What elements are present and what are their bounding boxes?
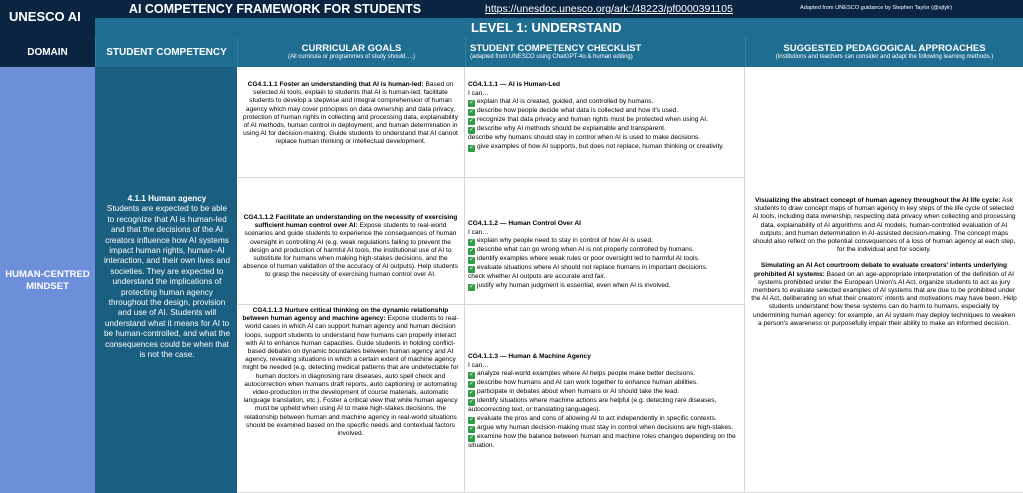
checklist-item [468, 107, 741, 116]
checklist-2-cell [465, 178, 745, 305]
checklist-item [468, 255, 741, 264]
goal-1-body: Based on selected AI tools, explain to students that AI is human-led; facilitate students to develop a stepwise and integral comprehension of human agency which may cover principles on data ownership and data privacy, protection of human rights in collecting and processing data, explainability of AI methods, human control in deployment, and human determination in using AI for decision-making. Guide students to understand that AI cannot replace human thinking or intellectual development. [242, 81, 459, 146]
approaches-cell [745, 67, 1023, 493]
check-icon: ✓ [468, 381, 475, 388]
checklist-item [468, 98, 741, 107]
checklist-item [468, 415, 741, 424]
checklist-item-text: evaluate the pros and cons of allowing AI to act independently in specific contexts. [477, 414, 717, 422]
header-checklist-sub: (adapted from UNESCO using ChatGPT-4o & human editing) [470, 54, 633, 60]
level-title: LEVEL 1: UNDERSTAND [471, 20, 622, 35]
checklist-3-cell [465, 305, 745, 493]
goal-3-body: Expose students to real-world cases in which AI can support human agency and human decision loops, support students to understand how humans can properly interact with AI to enhance human capacities. Guide students in holding conflict-based debates on dynamic boundaries between human agency and AI agency, revealing situations in which a certain extent of machine agency might be needed (e.g. detecting medical patterns that are undetectable for human doctors in diagnosing rare diseases, auto spell check and autocorrection when humans draft reports, auto captioning or automating video-production in the development of course materials, automatic language translation, etc.). Foster a critical view that while human agency must be upheld when using AI to make high-stakes decisions, the relationship between human and machine agency in real-world situations should be examined based on the specific needs and contextual factors involved. [242, 315, 459, 438]
goal-3-title: CG4.1.1.3 Nurture critical thinking on the dynamic relationship between human agency and machine agency: [242, 307, 449, 323]
checklist-item [468, 370, 741, 379]
check-icon: ✓ [468, 248, 475, 255]
credit-text: Adapted from UNESCO guidance by Stephen Taylor (@sjtylr) [800, 5, 953, 11]
checklist-item [468, 246, 741, 255]
checklist-item-text: describe how humans and AI can work together to enhance human abilities. [477, 379, 699, 387]
checklist-item-text: give examples of how AI supports, but does not replace, human thinking or creativity. [477, 142, 724, 150]
header-approaches [745, 37, 1023, 67]
goal-1-title: CG4.1.1.1 Foster an understanding that AI is human-led: [247, 81, 424, 88]
checklist-item [468, 116, 741, 125]
header-competency [95, 37, 237, 67]
approach-1-body: Ask students to draw concept maps of human agency in key steps of the life cycle of selected AI tools, including data ownership, respecting data privacy when collecting and processing data, explainability of AI algorithms and AI models, human-controlled evaluation of AI outputs, and human determination in AI-assisted decision-making. The concept maps should also reflect on the potential consequences of a loss of human agency at each step, for the individual and for society. [752, 197, 1016, 254]
header-approaches-label: SUGGESTED PEDAGOGICAL APPROACHES [783, 43, 986, 54]
checklist-item-text: analyze real-world examples where AI helps people make better decisions. [477, 370, 696, 378]
checklist-1-cell [465, 67, 745, 178]
checklist-item-text: describe why humans should stay in control when AI is used to make decisions. [468, 134, 701, 142]
competency-body: Students are expected to be able to recognize that AI is human-led and that the decisions of the AI creators influence how AI systems impact human rights, human–AI interaction, and their own lives and societies. They are expected to understand the implications of protecting human agency throughout the design, provision and use of AI. Students will understand what it means for AI to be human-controlled, and what the consequences could be when that is not the case. [103, 204, 231, 360]
check-icon: ✓ [468, 425, 475, 432]
checklist-item-text: participate in debates about when humans or AI should take the lead. [477, 388, 679, 396]
checklist-2-intro: I can… [468, 229, 489, 237]
checklist-3-title: CG4.1.1.3 — Human & Machine Agency [468, 353, 591, 360]
check-icon: ✓ [468, 434, 475, 441]
checklist-item [468, 143, 741, 152]
checklist-3-intro: I can… [468, 362, 489, 370]
checklist-item [468, 282, 741, 291]
approach-2-body: Based on an age-appropriate interpretation of the definition of AI systems prohibited under the European Union's AI Act, organize students to act as jury members to evaluate selected examples of AI systems that are due to be prohibited under the AI Act, deliberating on what their creators' intents and motivations may have been. Help students understand how these systems can do harm to humans, especially by undermining human agency: for example, an AI system may deploy techniques to weaken a person's awareness or purposefully impair their ability to make an informed decision. [751, 270, 1017, 327]
goal-3-cell [237, 305, 465, 493]
checklist-item [468, 134, 741, 142]
approach-1-title: Visualizing the abstract concept of human agency throughout the AI life cycle: [755, 197, 1001, 204]
header-goals-label: CURRICULAR GOALS [301, 43, 402, 54]
checklist-item [468, 424, 741, 433]
level-bar [95, 18, 1023, 37]
source-link[interactable]: https://unesdoc.unesco.org/ark:/48223/pf0000391105 [485, 3, 733, 15]
checklist-2-items [468, 237, 741, 290]
header-checklist-label: STUDENT COMPETENCY CHECKLIST [470, 43, 642, 54]
header-domain [0, 37, 95, 67]
checklist-item-text: identify situations where machine actions are helpful (e.g. detecting rare diseases, autocorrecting text, or translating languages). [468, 397, 717, 414]
domain-cell [0, 67, 95, 493]
title-bar [95, 0, 1023, 18]
checklist-item-text: explain that AI is created, guided, and controlled by humans. [477, 98, 654, 106]
brand-title: UNESCO AI [9, 9, 81, 24]
checklist-item-text: identify examples where weak rules or poor oversight led to harmful AI tools. [477, 255, 700, 263]
header-checklist [465, 37, 745, 67]
check-icon: ✓ [468, 100, 475, 107]
checklist-item [468, 237, 741, 246]
approach-1 [751, 197, 1017, 254]
checklist-item [468, 433, 741, 450]
checklist-item-text: describe what can go wrong when AI is not properly controlled by humans. [477, 246, 694, 254]
checklist-3-items [468, 370, 741, 449]
goal-2-cell [237, 178, 465, 305]
header-approaches-sub: (Institutions and teachers can consider and adapt the following learning methods.) [775, 54, 994, 60]
check-icon: ✓ [468, 390, 475, 397]
goal-2-body: Expose students to real-world scenarios and guide students to experience the consequences of human oversight in controlling AI (e.g. weak regulations failing to prevent the design and production of harmful AI tools, the institutional use of AI to substitute for humans when making high-stakes decisions, and the absence of human validation of the accuracy of AI outputs). Help students to grasp the necessity of exercising human control over AI. [242, 222, 459, 279]
check-icon: ✓ [468, 118, 475, 125]
check-icon: ✓ [468, 239, 475, 246]
check-icon: ✓ [468, 109, 475, 116]
checklist-item-text: recognize that data privacy and human rights must be protected when using AI. [477, 116, 708, 124]
checklist-item [468, 379, 741, 388]
checklist-item-text: argue why human decision-making must stay in control when decisions are high-stakes. [477, 423, 734, 431]
checklist-item [468, 264, 741, 273]
checklist-1-title: CG4.1.1.1 — AI is Human-Led [468, 81, 561, 88]
goal-2-title: CG4.1.1.2 Facilitate an understanding on the necessity of exercising sufficient human control over AI: [243, 214, 458, 230]
brand-cell [0, 0, 95, 37]
check-icon: ✓ [468, 283, 475, 290]
checklist-item [468, 273, 741, 281]
header-domain-label: DOMAIN [27, 47, 68, 58]
check-icon: ✓ [468, 372, 475, 379]
checklist-1-items [468, 98, 741, 151]
header-goals [237, 37, 465, 67]
approach-2-title: Simulating an AI Act courtroom debate to evaluate creators' intents underlying prohibited AI systems: [753, 262, 1008, 278]
checklist-item-text: describe how people decide what data is collected and how it's used. [477, 107, 679, 115]
check-icon: ✓ [468, 144, 475, 151]
approach-2 [751, 262, 1017, 328]
checklist-item-text: check whether AI outputs are accurate and fair. [468, 273, 606, 281]
checklist-item-text: explain why people need to stay in control of how AI is used. [477, 237, 653, 245]
checklist-1-intro: I can… [468, 90, 489, 98]
header-competency-label: STUDENT COMPETENCY [106, 47, 227, 58]
competency-title: 4.1.1 Human agency [127, 194, 207, 203]
checklist-item-text: examine how the balance between human and machine roles changes depending on the situation. [468, 432, 736, 449]
page-title: AI COMPETENCY FRAMEWORK FOR STUDENTS [128, 2, 422, 16]
checklist-item-text: describe why AI methods should be explainable and transparent. [477, 125, 666, 133]
check-icon: ✓ [468, 257, 475, 264]
checklist-item-text: justify why human judgment is essential, even when AI is involved. [477, 281, 671, 289]
checklist-item-text: evaluate situations where AI should not replace humans in important decisions. [477, 264, 708, 272]
checklist-item [468, 388, 741, 397]
competency-cell [95, 67, 237, 493]
domain-name: HUMAN-CENTRED MINDSET [5, 269, 90, 292]
check-icon: ✓ [468, 127, 475, 134]
checklist-item [468, 397, 741, 414]
check-icon: ✓ [468, 399, 475, 406]
check-icon: ✓ [468, 266, 475, 273]
header-goals-sub: (All curricula or programmes of study should….) [287, 54, 416, 60]
checklist-2-title: CG4.1.1.2 — Human Control Over AI [468, 220, 581, 227]
goal-1-cell [237, 67, 465, 178]
check-icon: ✓ [468, 416, 475, 423]
checklist-item [468, 125, 741, 134]
